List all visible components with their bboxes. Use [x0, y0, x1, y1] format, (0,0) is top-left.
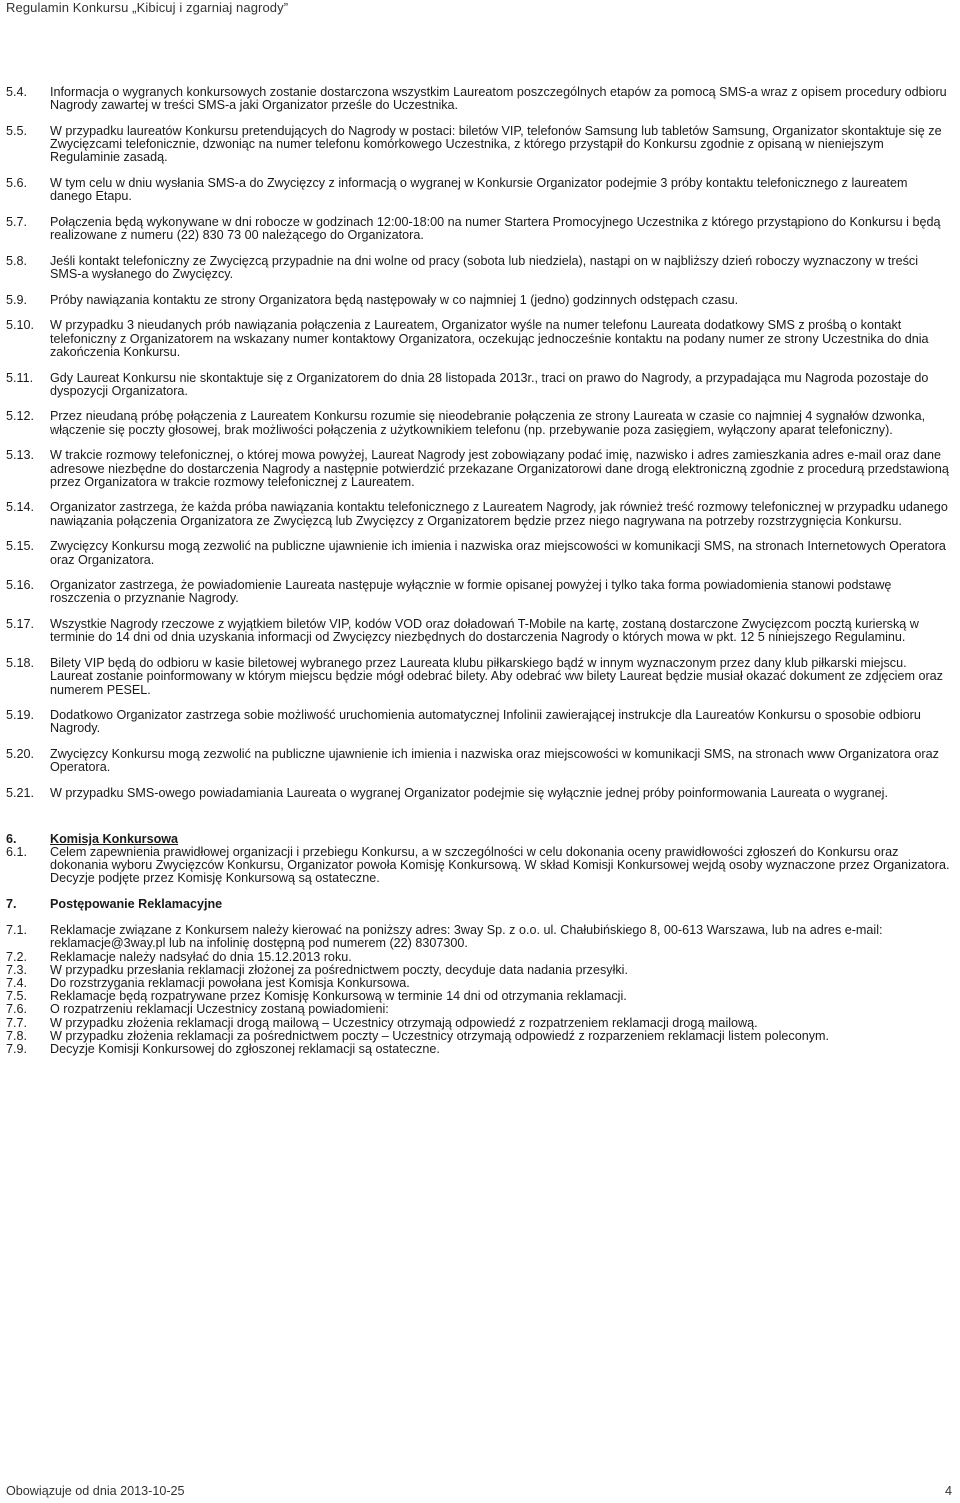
clause-text: W trakcie rozmowy telefonicznej, o której mowa powyżej, Laureat Nagrody jest zobowiązany podać imię, nazwisko i adres zamieszkania adres e-mail oraz dane adresowe niezbędne do dostarczenia Nagrody a następnie potwierdzić przekazane Organizatorowi dane drogą elektroniczną zgodnie z procedurą przedstawioną przez Organizatora w trakcie rozmowy telefonicznej z Laureatem. [50, 448, 949, 489]
clause-number: 5.15. [6, 539, 35, 554]
clause-number: 5.11. [6, 370, 34, 385]
clause-text: Bilety VIP będą do odbioru w kasie biletowej wybranego przez Laureata klubu piłkarskiego bądź w innym wyznaczonym przez dany klub piłkarski miejscu. Laureat zostanie poinformowany w którym miejscu będzie mógł odebrać bilety. Aby odebrać ww bilety Laureat będzie musiał okazać dokument ze zdjęciem oraz numerem PESEL. [50, 656, 943, 697]
clause-number: 7.3. [6, 962, 28, 977]
clause-item [6, 618, 950, 644]
clause-text: W przypadku przesłania reklamacji złożonej za pośrednictwem poczty, decyduje data nadania przesyłki. [50, 962, 628, 977]
clause-item [6, 449, 950, 489]
document-footer [6, 1484, 952, 1498]
clause-item [6, 410, 950, 436]
clause-number: 5.6. [6, 176, 28, 191]
section-title: Komisja Konkursowa [50, 831, 179, 846]
document-header: Regulamin Konkursu „Kibicuj i zgarniaj nagrody” [6, 0, 289, 15]
clause-number: 5.14. [6, 500, 35, 515]
clause-number: 5.18. [6, 656, 35, 671]
clause-item [6, 846, 950, 886]
clause-number: 5.10. [6, 318, 35, 333]
clause-text: W przypadku SMS-owego powiadamiania Laureata o wygranej Organizator podejmie się wyłącznie jednej próby poinformowania Laureata o wygranej. [50, 786, 888, 801]
clause-text: Gdy Laureat Konkursu nie skontaktuje się z Organizatorem do dnia 28 listopada 2013r., traci on prawo do Nagrody, a przypadająca mu Nagroda pozostaje do dyspozycji Organizatora. [50, 370, 929, 398]
clause-item [6, 294, 950, 307]
clause-item [6, 1017, 950, 1030]
section-6-heading [6, 833, 950, 846]
clause-text: Wszystkie Nagrody rzeczowe z wyjątkiem biletów VIP, kodów VOD oraz doładowań T-Mobile na kartę, zostaną dostarczone Zwycięzcom pocztą kurierską w terminie do 14 dni od dnia uzyskania informacji od Zwycięzcy niezbędnych do dostarczenia Nagrody o których mowa w pkt. 12 5 niniejszego Regulaminu. [50, 617, 919, 645]
clause-text: W przypadku laureatów Konkursu pretendujących do Nagrody w postaci: biletów VIP, telefonów Samsung lub tabletów Samsung, Organizator skontaktuje się ze Zwycięzcami telefonicznie, dzwoniąc na numer telefonu komórkowego Uczestnika, z którego przystąpił do Konkursu zgodnie z opisaną w nieniejszym Regulaminie zasadą. [50, 123, 942, 165]
clause-item [6, 579, 950, 605]
clause-number: 7.1. [6, 923, 28, 938]
clause-text: Reklamacje należy nadsyłać do dnia 15.12.2013 roku. [50, 949, 352, 964]
clause-number: 7.6. [6, 1002, 28, 1017]
clause-text: Organizator zastrzega, że powiadomienie Laureata następuje wyłącznie w formie opisanej powyżej i tylko taka forma powiadomienia stanowi podstawę roszczenia o przyznanie Nagrody. [50, 578, 892, 606]
clause-text: Jeśli kontakt telefoniczny ze Zwycięzcą przypadnie na dni wolne od pracy (sobota lub niedziela), nastąpi on w najbliższy dzień roboczy wyznaczony w treści SMS-a wysłanego do Zwycięzcy. [50, 253, 918, 282]
clause-text: Przez nieudaną próbę połączenia z Laureatem Konkursu rozumie się nieodebranie połączenia ze strony Laureata w czasie co najmniej 4 sygnałów dzwonka, włączenie się poczty głosowej, brak możliwości połączenia z użytkownikiem telefonu (np. przebywanie poza zasięgiem, wyłączony aparat telefoniczny). [50, 409, 926, 437]
clause-text: Do rozstrzygania reklamacji powołana jest Komisja Konkursowa. [50, 976, 410, 991]
section-number: 7. [6, 897, 17, 912]
clause-item [6, 125, 950, 165]
clause-number: 7.9. [6, 1042, 28, 1057]
clause-text: Reklamacje będą rozpatrywane przez Komisję Konkursową w terminie 14 dni od otrzymania reklamacji. [50, 989, 627, 1004]
clause-number: 5.19. [6, 708, 35, 723]
clause-item [6, 501, 950, 527]
section-5-items [6, 86, 950, 800]
clause-text: Zwycięzcy Konkursu mogą zezwolić na publiczne ujawnienie ich imienia i nazwiska oraz miejscowości w komunikacji SMS, na stronach Internetowych Operatora oraz Organizatora. [50, 539, 946, 567]
clause-number: 6.1. [6, 844, 28, 859]
clause-item [6, 1003, 950, 1016]
clause-text: Próby nawiązania kontaktu ze strony Organizatora będą następowały w co najmniej 1 (jedno) godzinnych odstępach czasu. [50, 292, 739, 307]
section-6-items [6, 846, 950, 886]
clause-number: 7.5. [6, 989, 28, 1004]
clause-text: O rozpatrzeniu reklamacji Uczestnicy zostaną powiadomieni: [50, 1002, 389, 1017]
regulation-body [6, 86, 950, 1056]
clause-item [6, 372, 950, 398]
clause-text: W przypadku złożenia reklamacji drogą mailową – Uczestnicy otrzymają odpowiedź z rozpatrzeniem reklamacji drogą mailową. [50, 1015, 758, 1030]
clause-item [6, 924, 950, 950]
clause-text: Połączenia będą wykonywane w dni robocze w godzinach 12:00-18:00 na numer Startera Promocyjnego Uczestnika z którego przystąpiono do Konkursu i będą realizowane z numeru (22) 830 73 00 należącego do Organizatora. [50, 214, 941, 243]
clause-number: 5.4. [6, 85, 28, 99]
clause-number: 7.8. [6, 1028, 28, 1043]
clause-text: Decyzje Komisji Konkursowej do zgłoszonej reklamacji są ostateczne. [50, 1042, 440, 1057]
section-7-heading [6, 898, 950, 911]
clause-number: 5.7. [6, 214, 28, 229]
clause-text: Celem zapewnienia prawidłowej organizacji i przebiegu Konkursu, a w szczególności w celu dokonania oceny prawidłowości zgłoszeń do Konkursu oraz dokonania wyboru Zwycięzców Konkursu, Organizator powoła Komisję Konkursową. W skład Komisji Konkursowej wejdą osoby wyznaczone przez Organizatora. Decyzje podjęte przez Komisję Konkursową są ostateczne. [50, 844, 950, 886]
clause-item [6, 709, 950, 735]
clause-number: 5.9. [6, 292, 28, 307]
section-7-items [6, 924, 950, 1056]
clause-text: W tym celu w dniu wysłania SMS-a do Zwycięzcy z informacją o wygranej w Konkursie Organizator podejmie 3 próby kontaktu telefonicznego z laureatem danego Etapu. [50, 176, 908, 204]
clause-text: Informacja o wygranych konkursowych zostanie dostarczona wszystkim Laureatom poszczególnych etapów za pomocą SMS-a wraz z opisem procedury odbioru Nagrody zawartej w treści SMS-a jaki Organizator prześle do Uczestnika. [50, 85, 947, 113]
clause-number: 5.21. [6, 786, 35, 801]
clause-number: 5.8. [6, 253, 28, 268]
effective-date: Obowiązuje od dnia 2013-10-25 [6, 1484, 185, 1498]
clause-item [6, 255, 950, 281]
clause-item [6, 951, 950, 964]
clause-number: 5.16. [6, 578, 35, 593]
clause-number: 7.2. [6, 949, 28, 964]
clause-text: W przypadku 3 nieudanych prób nawiązania połączenia z Laureatem, Organizator wyśle na numer telefonu Laureata dodatkowy SMS z prośbą o kontakt telefoniczny z Organizatorem na wskazany numer kontaktowy Organizatora, oczekując jednocześnie kontaktu na podany numer ze strony Uczestnika do dnia zakończenia Konkursu. [50, 318, 929, 359]
clause-number: 5.20. [6, 747, 35, 762]
clause-item [6, 540, 950, 566]
clause-item [6, 216, 950, 242]
clause-item [6, 787, 950, 800]
clause-item [6, 748, 950, 774]
page-number: 4 [944, 1484, 952, 1498]
clause-item [6, 319, 950, 359]
clause-item [6, 177, 950, 203]
clause-number: 5.17. [6, 617, 35, 632]
clause-text: W przypadku złożenia reklamacji za pośrednictwem poczty – Uczestnicy otrzymają odpowiedź z rozparzeniem reklamacji listem poleconym. [50, 1028, 830, 1043]
clause-text: Zwycięzcy Konkursu mogą zezwolić na publiczne ujawnienie ich imienia i nazwiska oraz miejscowości w komunikacji SMS, na stronach www Organizatora oraz Operatora. [50, 747, 939, 775]
clause-text: Reklamacje związane z Konkursem należy kierować na poniższy adres: 3way Sp. z o.o. ul. Chałubińskiego 8, 00-613 Warszawa, lub na adres e-mail: reklamacje@3way.pl lub na infolinię dostępną pod numerem (22) 8307300. [50, 923, 883, 951]
clause-text: Organizator zastrzega, że każda próba nawiązania kontaktu telefonicznego z Laureatem Nagrody, jak również treść rozmowy telefonicznej w przypadku udanego nawiązania połączenia Organizatora ze Zwycięzcą lub Zwycięzcy z Organizatorem będzie przez niego nagrywana na potrzeby rozstrzygnięcia Konkursu. [50, 500, 948, 528]
clause-number: 7.7. [6, 1015, 28, 1030]
clause-text: Dodatkowo Organizator zastrzega sobie możliwość uruchomienia automatycznej Infolinii zawierającej instrukcje dla Laureatów Konkursu o sposobie odbioru Nagrody. [50, 708, 921, 736]
clause-number: 5.13. [6, 448, 35, 463]
clause-item [6, 657, 950, 697]
clause-number: 5.12. [6, 409, 35, 424]
clause-number: 5.5. [6, 123, 28, 138]
section-number: 6. [6, 831, 17, 846]
clause-item [6, 86, 950, 112]
clause-number: 7.4. [6, 976, 28, 991]
clause-item [6, 1043, 950, 1056]
section-title: Postępowanie Reklamacyjne [50, 897, 223, 912]
